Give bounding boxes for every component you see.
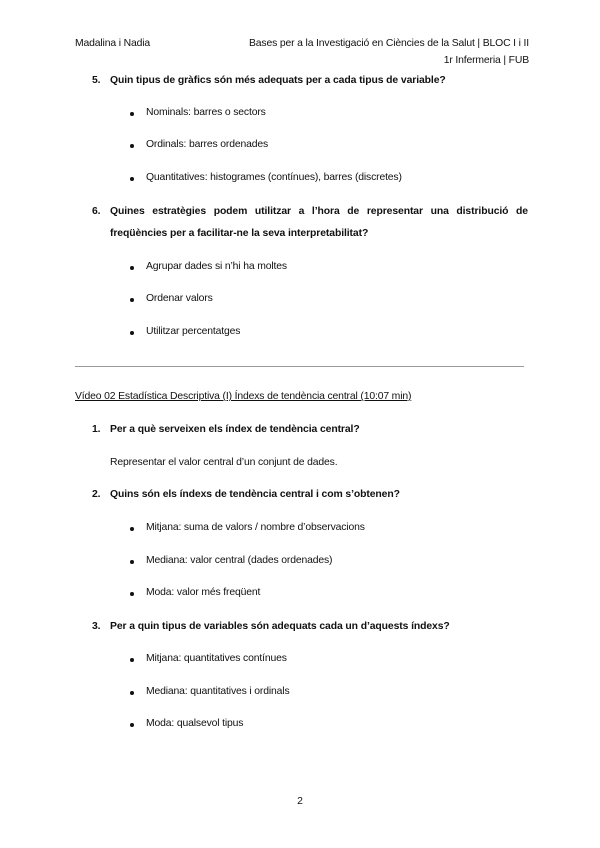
question-5-text: Quin tipus de gràfics són més adequats per a cada tipus de variable? [110, 75, 446, 86]
list-item: Quantitatives: histogrames (contínues), barres (discretes) [146, 172, 402, 183]
video-title-link[interactable]: Vídeo 02 Estadística Descriptiva (I) Índexs de tendència central (10:07 min) [75, 391, 412, 402]
list-item: Ordenar valors [146, 293, 213, 304]
question-6-text-line2: freqüències per a facilitar-ne la seva interpretabilitat? [110, 228, 369, 239]
header-course-subtitle: 1r Infermeria | FUB [443, 55, 529, 66]
list-item: Mediana: quantitatives i ordinals [146, 686, 290, 697]
list-item: Nominals: barres o sectors [146, 107, 266, 118]
question-6-text-line1: Quines estratègies podem utilitzar a l’hora de representar una distribució de [110, 206, 528, 217]
question-1-number: 1. [92, 424, 101, 435]
page-number: 2 [297, 796, 303, 807]
question-5-number: 5. [92, 75, 101, 86]
question-2-text: Quins són els índexs de tendència central i com s’obtenen? [110, 489, 400, 500]
question-3-text: Per a quin tipus de variables són adequats cada un d’aquests índexs? [110, 621, 450, 632]
list-item: Mitjana: quantitatives contínues [146, 653, 287, 664]
header-authors: Madalina i Nadia [75, 38, 150, 49]
list-item: Ordinals: barres ordenades [146, 139, 269, 150]
header-course-title: Bases per a la Investigació en Ciències de la Salut | BLOC I i II [249, 38, 529, 49]
question-6-number: 6. [92, 206, 101, 217]
question-3-number: 3. [92, 621, 101, 632]
question-1-text: Per a què serveixen els índex de tendència central? [110, 424, 360, 435]
list-item: Mediana: valor central (dades ordenades) [146, 555, 333, 566]
question-1-answer: Representar el valor central d’un conjunt de dades. [110, 457, 338, 468]
list-item: Mitjana: suma de valors / nombre d’observacions [146, 522, 365, 533]
list-item: Agrupar dades si n’hi ha moltes [146, 261, 287, 272]
list-item: Moda: valor més freqüent [146, 587, 261, 598]
list-item: Utilitzar percentatges [146, 326, 241, 337]
section-divider [75, 366, 524, 367]
list-item: Moda: qualsevol tipus [146, 718, 244, 729]
question-2-number: 2. [92, 489, 101, 500]
